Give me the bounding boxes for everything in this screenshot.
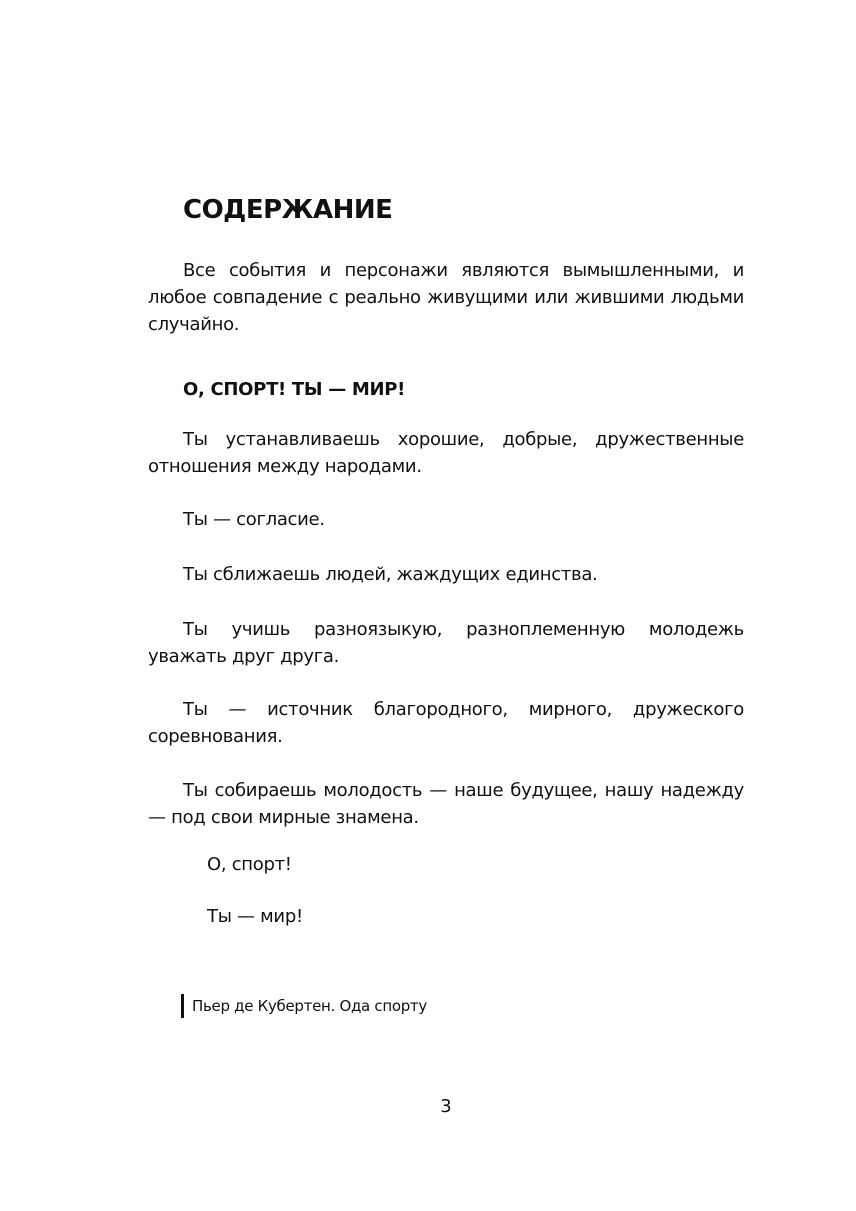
page-heading: СОДЕРЖАНИЕ — [183, 195, 393, 225]
ode-verse-line-1: О, спорт! — [207, 854, 292, 875]
ode-paragraph-6: Ты собираешь молодость — наше будущее, нашу надежду — под свои мирные знамена. — [148, 780, 744, 828]
page-number: 3 — [440, 1096, 452, 1117]
disclaimer-paragraph: Все события и персонажи являются вымышленными, и любое совпадение с реально живущими или жившими людьми случайно. — [148, 260, 744, 335]
ode-verse-line-2: Ты — мир! — [207, 906, 303, 927]
quote-attribution: Пьер де Кубертен. Ода спорту — [181, 994, 427, 1018]
ode-paragraph-5: Ты — источник благородного, мирного, дружеского соревнования. — [148, 699, 744, 747]
ode-paragraph-2: Ты — согласие. — [183, 509, 325, 530]
ode-title: О, СПОРТ! ТЫ — МИР! — [183, 379, 406, 400]
ode-paragraph-1: Ты устанавливаешь хорошие, добрые, дружественные отношения между народами. — [148, 429, 744, 477]
ode-paragraph-3: Ты сближаешь людей, жаждущих единства. — [183, 564, 598, 585]
ode-paragraph-4: Ты учишь разноязыкую, разноплеменную молодежь уважать друг друга. — [148, 619, 744, 667]
